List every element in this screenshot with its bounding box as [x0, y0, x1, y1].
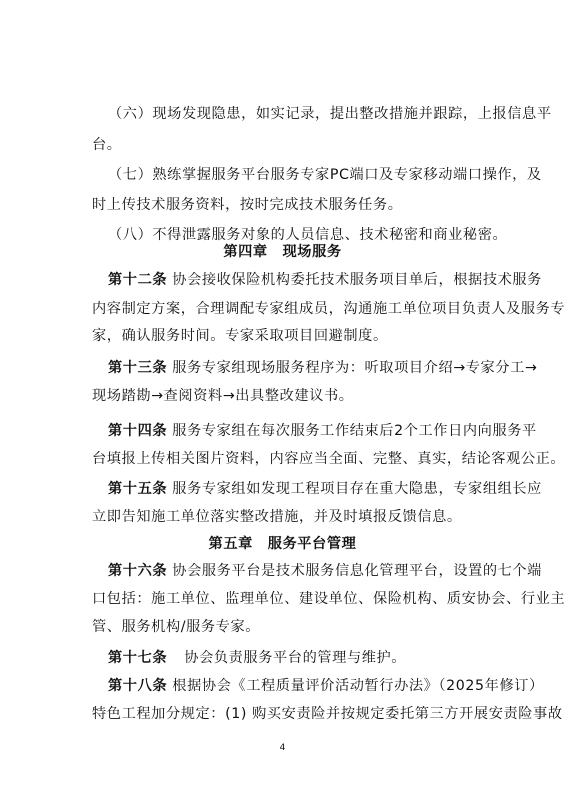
- article-16-label: 第十六条: [108, 563, 168, 579]
- item-8-line-1: （八）不得泄露服务对象的人员信息、技术秘密和商业秘密。: [108, 227, 508, 243]
- article-14-text-1: 服务专家组在每次服务工作结束后2个工作日内向服务平: [172, 423, 537, 439]
- article-12-line-2: 内容制定方案，合理调配专家组成员，沟通施工单位项目负责人及服务专: [92, 301, 565, 317]
- article-18-line-1: [108, 678, 544, 694]
- article-15-line-1: [108, 481, 542, 497]
- article-14-line-2: 台填报上传相关图片资料，内容应当全面、完整、真实，结论客观公正。: [92, 451, 565, 467]
- chapter-5-heading: 第五章 服务平台管理: [208, 536, 357, 552]
- article-17-text-1: 协会负责服务平台的管理与维护。: [184, 650, 407, 666]
- article-12-line-3: 家，确认服务时间。专家采取项目回避制度。: [92, 328, 388, 344]
- chapter-4-heading: 第四章 现场服务: [223, 244, 342, 260]
- article-16-line-2: 口包括：施工单位、监理单位、建设单位、保险机构、质安协会、行业主: [92, 591, 565, 607]
- article-13-line-2: 现场踏勘→查阅资料→出具整改建议书。: [92, 388, 354, 404]
- article-15-text-1: 服务专家组如发现工程项目存在重大隐患，专家组组长应: [172, 481, 542, 497]
- article-15-label: 第十五条: [108, 481, 168, 497]
- article-13-text-1: 服务专家组现场服务程序为：听取项目介绍→专家分工→: [172, 360, 538, 376]
- article-13-line-1: [108, 360, 538, 376]
- article-15-line-2: 立即告知施工单位落实整改措施，并及时填报反馈信息。: [92, 509, 462, 525]
- article-17-label: 第十七条: [108, 650, 168, 666]
- article-12-label: 第十二条: [108, 272, 168, 288]
- article-13-label: 第十三条: [108, 360, 168, 376]
- article-14-label: 第十四条: [108, 423, 168, 439]
- article-14-line-1: [108, 423, 537, 439]
- item-7-line-2: 时上传技术服务资料，按时完成技术服务任务。: [92, 197, 403, 213]
- article-16-line-3: 管、服务机构/服务专家。: [92, 619, 261, 635]
- item-6-line-1: （六）现场发现隐患，如实记录，提出整改措施并跟踪，上报信息平: [108, 106, 552, 122]
- article-17-line-1: [108, 650, 496, 666]
- page-number: 4: [279, 743, 286, 753]
- article-12-line-1: [108, 272, 542, 288]
- article-16-line-1: [108, 563, 542, 579]
- item-6-line-2: 台。: [92, 137, 122, 153]
- article-18-line-2: 特色工程加分规定：(1) 购买安责险并按规定委托第三方开展安责险事故: [92, 706, 563, 722]
- article-18-text-1: 根据协会《工程质量评价活动暂行办法》（2025年修订）: [172, 678, 544, 694]
- item-7-line-1: （七）熟练掌握服务平台服务专家PC端口及专家移动端口操作，及: [108, 167, 542, 183]
- article-12-text-1: 协会接收保险机构委托技术服务项目单后，根据技术服务: [172, 272, 542, 288]
- article-16-text-1: 协会服务平台是技术服务信息化管理平台，设置的七个端: [172, 563, 542, 579]
- article-18-label: 第十八条: [108, 678, 168, 694]
